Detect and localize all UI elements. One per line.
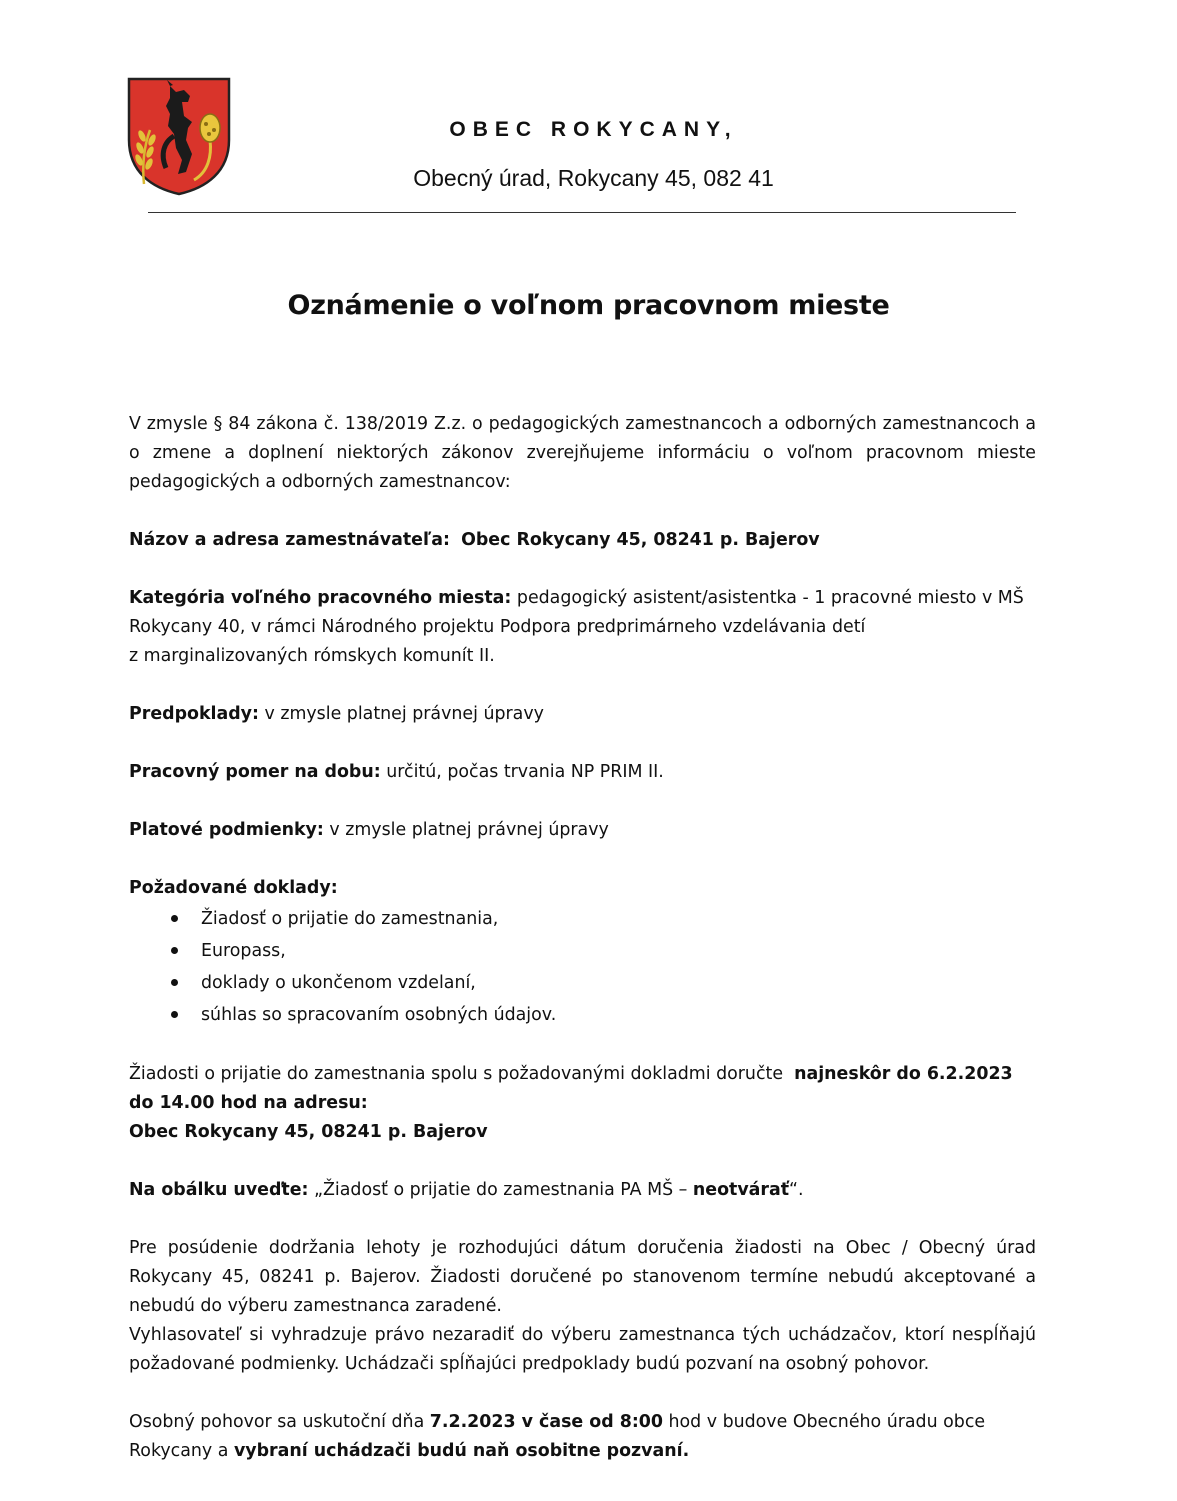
envelope-line — [129, 1176, 1036, 1205]
list-item: súhlas so spracovaním osobných údajov. — [129, 999, 1036, 1031]
documents-label: Požadované doklady: — [129, 878, 338, 898]
category-line3: z marginalizovaných rómskych komunít II. — [129, 646, 495, 666]
page-title: Oznámenie o voľnom pracovnom mieste — [287, 290, 890, 321]
prerequisites-line — [129, 700, 1036, 729]
submission-block — [129, 1060, 1036, 1147]
org-address: Obecný úrad, Rokycany 45, 082 41 — [413, 165, 774, 191]
salary-value: v zmysle platnej právnej úpravy — [329, 820, 609, 840]
category-block — [129, 584, 1036, 671]
interview-text3: Rokycany a — [129, 1441, 229, 1461]
salary-line — [129, 816, 1036, 845]
list-item: Europass, — [129, 935, 1036, 967]
employer-line — [129, 526, 1036, 555]
envelope-label: Na obálku uveďte: — [129, 1180, 309, 1200]
document-body — [129, 410, 1036, 1466]
interview-date: 7.2.2023 v čase od 8:00 — [429, 1412, 663, 1432]
submission-text: Žiadosti o prijatie do zamestnania spolu s požadovanými dokladmi doručte — [129, 1064, 784, 1084]
reservation-paragraph: Vyhlasovateľ si vyhradzuje právo nezaradiť do výberu zamestnanca tých uchádzačov, ktorí nespĺňajú požadované podmienky. Uchádzači spĺňajúci predpoklady budú pozvaní na osobný pohovor. — [129, 1325, 1036, 1374]
salary-label: Platové podmienky: — [129, 820, 324, 840]
prerequisites-label: Predpoklady: — [129, 704, 259, 724]
assessment-paragraph: Pre posúdenie dodržania lehoty je rozhodujúci dátum doručenia žiadosti na Obec / Obecný úrad Rokycany 45, 08241 p. Bajerov. Žiadosti doručené po stanovenom termíne nebudú akceptované a nebudú do výberu zamestnanca zaradené. — [129, 1238, 1036, 1316]
employment-value: určitú, počas trvania NP PRIM II. — [386, 762, 664, 782]
interview-text2: hod v budove Obecného úradu obce — [668, 1412, 986, 1432]
category-line2: Rokycany 40, v rámci Národného projektu Podpora predprimárneho vzdelávania detí — [129, 617, 866, 637]
submission-deadline: najneskôr do 6.2.2023 — [794, 1064, 1013, 1084]
employer-value: Obec Rokycany 45, 08241 p. Bajerov — [461, 530, 820, 550]
employment-line — [129, 758, 1036, 787]
documents-list — [129, 903, 1036, 1031]
org-name: OBEC ROKYCANY, — [449, 118, 738, 141]
documents-heading — [129, 874, 1036, 903]
intro-paragraph: V zmysle § 84 zákona č. 138/2019 Z.z. o pedagogických zamestnancoch a odborných zamestnancoch a o zmene a doplnení niektorých zákonov zverejňujeme informáciu o voľnom pracovnom mieste pedagogických a odborných zamestnancov: — [129, 414, 1036, 492]
envelope-text: „Žiadosť o prijatie do zamestnania PA MŠ – — [314, 1180, 688, 1200]
employment-label: Pracovný pomer na dobu: — [129, 762, 381, 782]
category-label: Kategória voľného pracovného miesta: — [129, 588, 512, 608]
prerequisites-value: v zmysle platnej právnej úpravy — [264, 704, 544, 724]
interview-block — [129, 1408, 1036, 1466]
submission-address: Obec Rokycany 45, 08241 p. Bajerov — [129, 1122, 488, 1142]
interview-bold-end: vybraní uchádzači budú naň osobitne pozvaní. — [233, 1441, 690, 1461]
envelope-bold: neotvárať — [692, 1180, 790, 1200]
list-item: doklady o ukončenom vzdelaní, — [129, 967, 1036, 999]
category-line1: pedagogický asistent/asistentka - 1 pracovné miesto v MŠ — [516, 588, 1024, 608]
interview-text1: Osobný pohovor sa uskutoční dňa — [129, 1412, 425, 1432]
employer-label: Názov a adresa zamestnávateľa: — [129, 530, 450, 550]
envelope-end: “. — [789, 1180, 804, 1200]
list-item: Žiadosť o prijatie do zamestnania, — [129, 903, 1036, 935]
header-divider — [148, 212, 1016, 213]
submission-time: do 14.00 hod na adresu: — [129, 1093, 368, 1113]
